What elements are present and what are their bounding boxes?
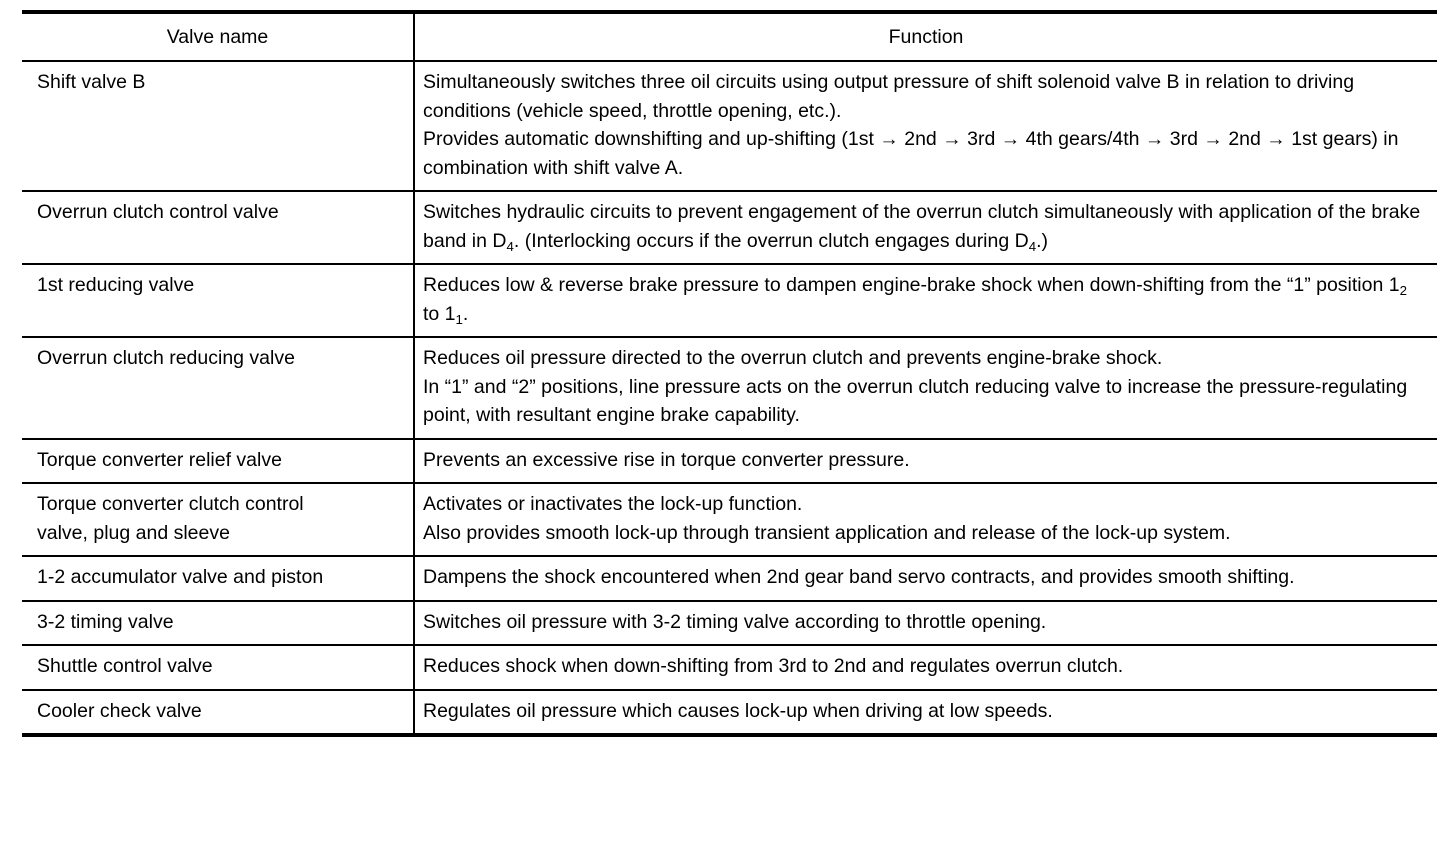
function-text: Provides automatic downshifting and up-shifting (1st → 2nd → 3rd → 4th gears/4th → 3rd → 2nd → 1st gears) in combination with shift valve A.: [423, 128, 1399, 179]
function-cell: [414, 483, 1437, 556]
column-header-function: Function: [414, 12, 1437, 61]
valve-name-cell: Shuttle control valve: [22, 645, 414, 690]
function-line: [423, 373, 1423, 430]
subscript-text: 2: [1399, 282, 1407, 298]
function-cell: [414, 191, 1437, 264]
table-row: [22, 556, 1437, 601]
table-row: [22, 439, 1437, 484]
valve-name-cell: Torque converter relief valve: [22, 439, 414, 484]
table-header-row: [22, 12, 1437, 61]
column-header-valve-name: Valve name: [22, 12, 414, 61]
table-row: [22, 690, 1437, 736]
valve-name-cell: Overrun clutch reducing valve: [22, 337, 414, 439]
function-line: [423, 519, 1423, 548]
function-text: Also provides smooth lock-up through transient application and release of the lock-up system.: [423, 521, 1231, 544]
valve-name-cell: Shift valve B: [22, 61, 414, 191]
function-line: [423, 68, 1423, 125]
table-row: [22, 191, 1437, 264]
valve-name-cell: Overrun clutch control valve: [22, 191, 414, 264]
function-text: .): [1036, 229, 1049, 252]
function-line: [423, 446, 1423, 475]
function-text: to 1: [423, 302, 456, 325]
function-cell: [414, 264, 1437, 337]
function-cell: [414, 439, 1437, 484]
table-row: [22, 483, 1437, 556]
function-cell: [414, 645, 1437, 690]
table-row: [22, 337, 1437, 439]
function-text: Reduces shock when down-shifting from 3rd to 2nd and regulates overrun clutch.: [423, 655, 1124, 677]
function-line: [423, 563, 1423, 592]
function-line: [423, 271, 1423, 328]
function-cell: [414, 690, 1437, 736]
table-row: [22, 61, 1437, 191]
valve-function-table: [22, 10, 1437, 737]
valve-name-cell: 3-2 timing valve: [22, 601, 414, 646]
function-cell: [414, 601, 1437, 646]
function-line: [423, 608, 1423, 637]
function-text: Prevents an excessive rise in torque converter pressure.: [423, 448, 910, 471]
subscript-text: 4: [1028, 238, 1037, 254]
table-row: [22, 264, 1437, 337]
valve-name-cell: 1st reducing valve: [22, 264, 414, 337]
table-row: [22, 601, 1437, 646]
function-text: . (Interlocking occurs if the overrun clutch engages during D: [513, 229, 1029, 252]
valve-name-cell: 1-2 accumulator valve and piston: [22, 556, 414, 601]
function-text: In “1” and “2” positions, line pressure acts on the overrun clutch reducing valve to increase the pressure-regulating point, with resultant engine brake capability.: [423, 375, 1408, 426]
function-line: [423, 125, 1423, 182]
function-cell: [414, 556, 1437, 601]
function-line: [423, 652, 1423, 681]
function-line: [423, 344, 1423, 373]
subscript-text: 1: [455, 311, 463, 327]
function-line: [423, 697, 1423, 726]
function-cell: [414, 337, 1437, 439]
valve-name-cell: Cooler check valve: [22, 690, 414, 736]
function-text: Dampens the shock encountered when 2nd gear band servo contracts, and provides smooth shifting.: [423, 566, 1295, 588]
function-text: .: [462, 302, 469, 325]
function-text: Switches hydraulic circuits to prevent engagement of the overrun clutch simultaneously with application of the brake band in D: [423, 201, 1421, 252]
table-body: [22, 61, 1437, 735]
function-text: Simultaneously switches three oil circuits using output pressure of shift solenoid valve B in relation to driving conditions (vehicle speed, throttle opening, etc.).: [423, 71, 1355, 122]
function-cell: [414, 61, 1437, 191]
function-text: Regulates oil pressure which causes lock-up when driving at low speeds.: [423, 699, 1053, 722]
table-row: [22, 645, 1437, 690]
valve-name-cell: Torque converter clutch control valve, plug and sleeve: [22, 483, 414, 556]
function-text: Reduces oil pressure directed to the overrun clutch and prevents engine-brake shock.: [423, 347, 1163, 369]
function-line: [423, 198, 1423, 255]
function-text: Switches oil pressure with 3-2 timing valve according to throttle opening.: [423, 610, 1047, 633]
function-line: [423, 490, 1423, 519]
subscript-text: 4: [506, 238, 514, 254]
function-text: Activates or inactivates the lock-up function.: [423, 493, 803, 515]
function-text: Reduces low & reverse brake pressure to dampen engine-brake shock when down-shifting from the “1” position 1: [423, 274, 1400, 296]
